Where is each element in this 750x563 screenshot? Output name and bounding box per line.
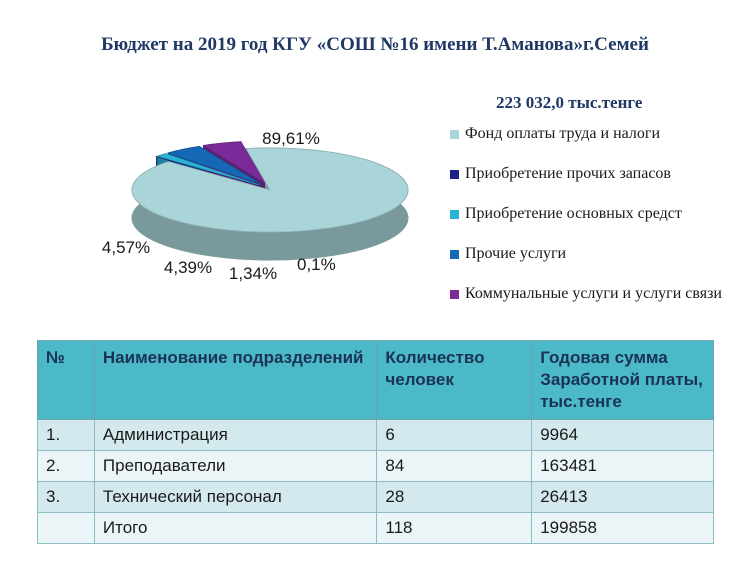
legend-label: Прочие услуги (465, 245, 567, 262)
table-row-total (38, 513, 714, 544)
table-row (38, 451, 714, 482)
cell-salary: 9964 (532, 420, 714, 451)
slide-title: Бюджет на 2019 год КГУ «СОШ №16 имени Т.Аманова»г.Семей (101, 34, 649, 55)
cell-headcount: 118 (377, 513, 532, 544)
pie-slice-label: 89,61% (262, 129, 320, 148)
table-header-row (38, 341, 714, 420)
legend-swatch (450, 170, 459, 179)
table-row (38, 420, 714, 451)
legend-swatch (450, 250, 459, 259)
legend-item-payroll (448, 124, 738, 164)
legend-swatch (450, 210, 459, 219)
budget-total: 223 032,0 тыс.тенге (496, 93, 643, 112)
legend-label: Фонд оплаты труда и налоги (465, 125, 661, 142)
legend-swatch (450, 130, 459, 139)
cell-headcount: 6 (377, 420, 532, 451)
legend-item-other-services (448, 244, 738, 284)
pie-slice-label: 0,1% (297, 255, 336, 274)
header-headcount: Количество человек (377, 341, 532, 420)
cell-salary: 26413 (532, 482, 714, 513)
cell-number: 1. (38, 420, 95, 451)
cell-number: 2. (38, 451, 95, 482)
cell-number (38, 513, 95, 544)
cell-headcount: 28 (377, 482, 532, 513)
table-row (38, 482, 714, 513)
chart-legend (448, 124, 738, 332)
legend-item-other-supplies (448, 164, 738, 204)
legend-label: Коммунальные услуги и услуги связи (465, 285, 722, 302)
header-salary: Годовая сумма Заработной платы, тыс.тенге (532, 341, 714, 420)
cell-headcount: 84 (377, 451, 532, 482)
legend-item-utilities (448, 284, 738, 332)
legend-swatch (450, 290, 459, 299)
salary-table (37, 340, 714, 544)
cell-department: Технический персонал (94, 482, 376, 513)
legend-item-fixed-assets (448, 204, 738, 244)
header-number: № (38, 341, 95, 420)
cell-department: Администрация (94, 420, 376, 451)
pie-slice-label: 1,34% (228, 264, 278, 283)
pie-slice-label: 4,57% (101, 238, 151, 257)
cell-salary: 163481 (532, 451, 714, 482)
cell-department: Итого (94, 513, 376, 544)
cell-salary: 199858 (532, 513, 714, 544)
legend-label: Приобретение прочих запасов (465, 165, 671, 182)
cell-number: 3. (38, 482, 95, 513)
legend-label: Приобретение основных средст (465, 205, 682, 222)
cell-department: Преподаватели (94, 451, 376, 482)
header-department: Наименование подразделений (94, 341, 376, 420)
pie-slice-label: 4,39% (163, 258, 213, 277)
